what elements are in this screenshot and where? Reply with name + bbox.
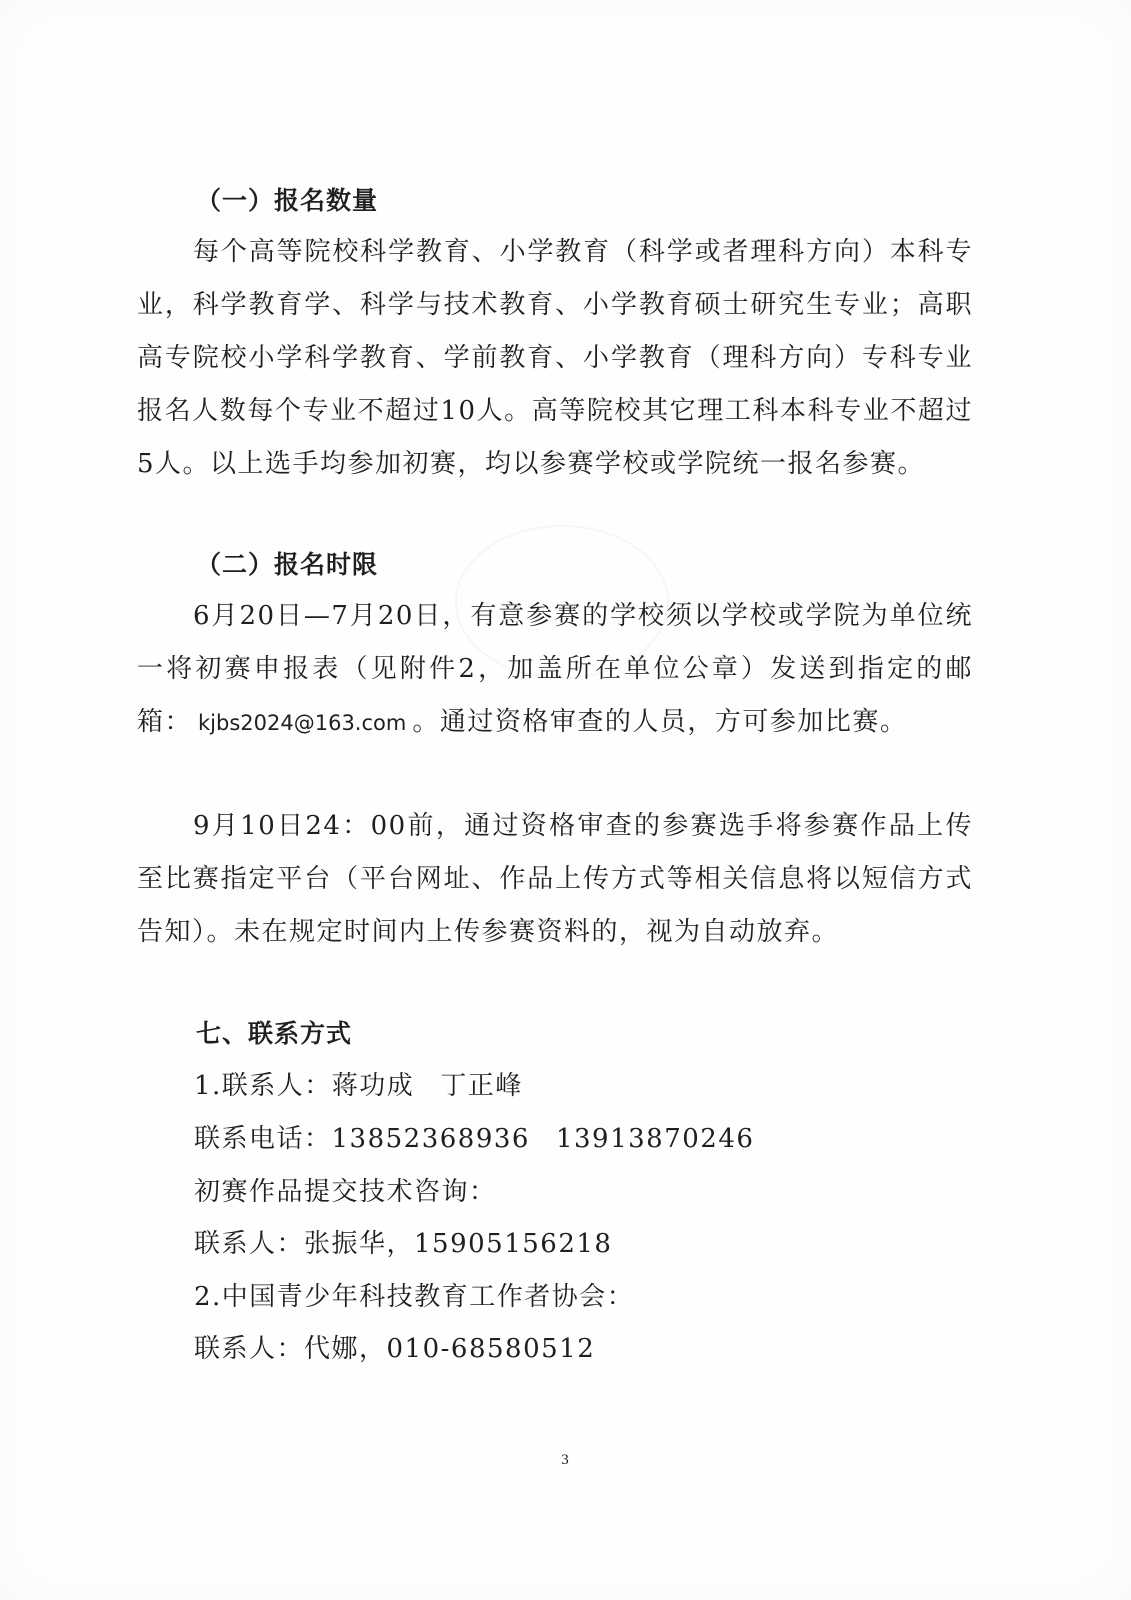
section-heading-registration-quota: （一）报名数量	[196, 186, 379, 215]
section-heading-contact: 七、联系方式	[196, 1019, 353, 1048]
organization-name: 2.中国青少年科技教育工作者协会：	[194, 1282, 635, 1312]
paragraph-registration-deadline	[137, 590, 973, 750]
contact-person-2: 丁正峰	[440, 1071, 523, 1101]
deadline-text-after-email: 。通过资格审查的人员，方可参加比赛。	[412, 707, 908, 737]
contact-phone-2: 13913870246	[555, 1124, 755, 1154]
contact-phone-line	[194, 1121, 754, 1157]
contact-person-1: 1.联系人：蒋功成	[194, 1071, 415, 1101]
contact-phone-1: 联系电话：13852368936	[194, 1124, 530, 1154]
page-number: 3	[561, 1452, 569, 1468]
tech-consult-label: 初赛作品提交技术咨询：	[194, 1177, 497, 1207]
organization-contact: 联系人：代娜，010-68580512	[194, 1334, 596, 1364]
contact-email-link[interactable]: kjbs2024@163.com	[198, 711, 407, 735]
tech-consult-contact: 联系人：张振华，15905156218	[194, 1229, 613, 1259]
paragraph-upload-deadline: 9月10日24：00前，通过资格审查的参赛选手将参赛作品上传至比赛指定平台（平台网址、作品上传方式等相关信息将以短信方式告知）。未在规定时间内上传参赛资料的，视为自动放弃。	[137, 811, 973, 947]
section-heading-registration-deadline: （二）报名时限	[196, 550, 379, 579]
deadline-text-before-email: 6月20日—7月20日，有意参赛的学校须以学校或学院为单位统一将初赛申报表（见附件2，加盖所在单位公章）发送到指定的邮箱：	[137, 601, 973, 737]
contact-line-1	[194, 1068, 523, 1104]
paragraph-registration-quota: 每个高等院校科学教育、小学教育（科学或者理科方向）本科专业，科学教育学、科学与技术教育、小学教育硕士研究生专业；高职高专院校小学科学教育、学前教育、小学教育（理科方向）专科专业报名人数每个专业不超过10人。高等院校其它理工科本科专业不超过5人。以上选手均参加初赛，均以参赛学校或学院统一报名参赛。	[137, 237, 973, 479]
